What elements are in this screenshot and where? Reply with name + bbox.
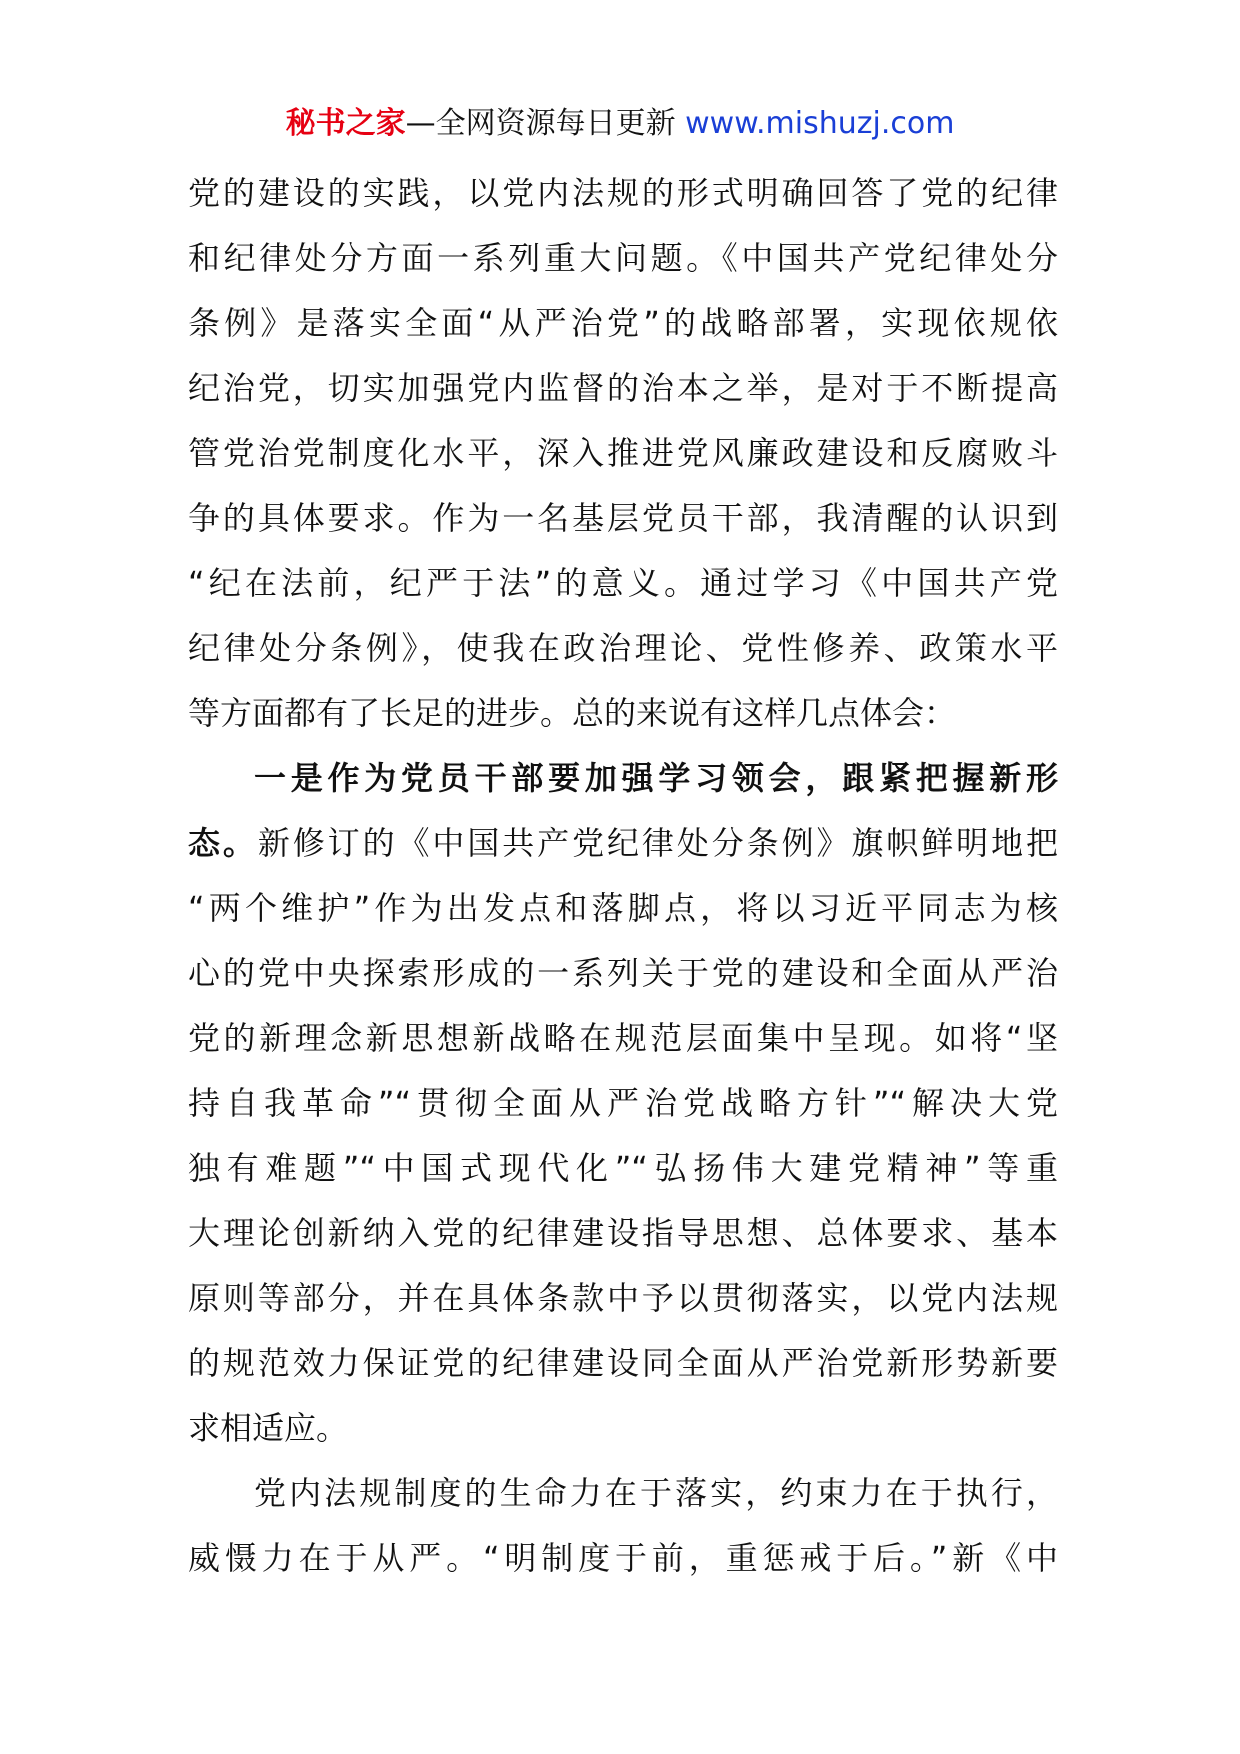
header-url: www.mishuzj.com — [685, 106, 955, 141]
text-line: 持自我革命”“贯彻全面从严治党战略方针”“解决大党 — [188, 1084, 1058, 1122]
text-line: 的规范效力保证党的纪律建设同全面从严治党新形势新要 — [188, 1344, 1058, 1382]
text-line: 纪律处分条例》，使我在政治理论、党性修养、政策水平 — [188, 629, 1058, 667]
text-line: “两个维护”作为出发点和落脚点，将以习近平同志为核 — [188, 889, 1058, 927]
text-line: 威慑力在于从严。“明制度于前，重惩戒于后。”新《中 — [188, 1539, 1058, 1577]
text-line: 党内法规制度的生命力在于落实，约束力在于执行， — [254, 1474, 1058, 1512]
text-line: 独有难题”“中国式现代化”“弘扬伟大建党精神”等重 — [188, 1149, 1058, 1187]
text-line: 原则等部分，并在具体条款中予以贯彻落实，以党内法规 — [188, 1279, 1058, 1317]
text-line: 争的具体要求。作为一名基层党员干部，我清醒的认识到 — [188, 499, 1058, 537]
text-line: 党的新理念新思想新战略在规范层面集中呈现。如将“坚 — [188, 1019, 1058, 1057]
text-line: 条例》是落实全面“从严治党”的战略部署，实现依规依 — [188, 304, 1058, 342]
section-heading: 一是作为党员干部要加强学习领会，跟紧把握新形 — [254, 759, 1058, 797]
text-line: 等方面都有了长足的进步。总的来说有这样几点体会： — [188, 694, 957, 732]
text-line: 党的建设的实践，以党内法规的形式明确回答了党的纪律 — [188, 174, 1058, 212]
text-fragment: 新修订的《中国共产党纪律处分条例》旗帜鲜明地把 — [257, 824, 1058, 862]
text-line: “纪在法前，纪严于法”的意义。通过学习《中国共产党 — [188, 564, 1058, 602]
text-line: 心的党中央探索形成的一系列关于党的建设和全面从严治 — [188, 954, 1058, 992]
header-slogan: —全网资源每日更新 — [405, 106, 686, 141]
section-heading-end: 态。 — [188, 824, 258, 862]
watermark-header — [0, 100, 1240, 148]
text-line: 和纪律处分方面一系列重大问题。《中国共产党纪律处分 — [188, 239, 1058, 277]
text-line: 管党治党制度化水平，深入推进党风廉政建设和反腐败斗 — [188, 434, 1058, 472]
document-body — [188, 161, 1058, 1591]
text-line — [188, 811, 1058, 876]
text-line: 求相适应。 — [188, 1409, 349, 1447]
text-line: 大理论创新纳入党的纪律建设指导思想、总体要求、基本 — [188, 1214, 1058, 1252]
brand-name: 秘书之家 — [285, 106, 406, 141]
text-line: 纪治党，切实加强党内监督的治本之举，是对于不断提高 — [188, 369, 1058, 407]
